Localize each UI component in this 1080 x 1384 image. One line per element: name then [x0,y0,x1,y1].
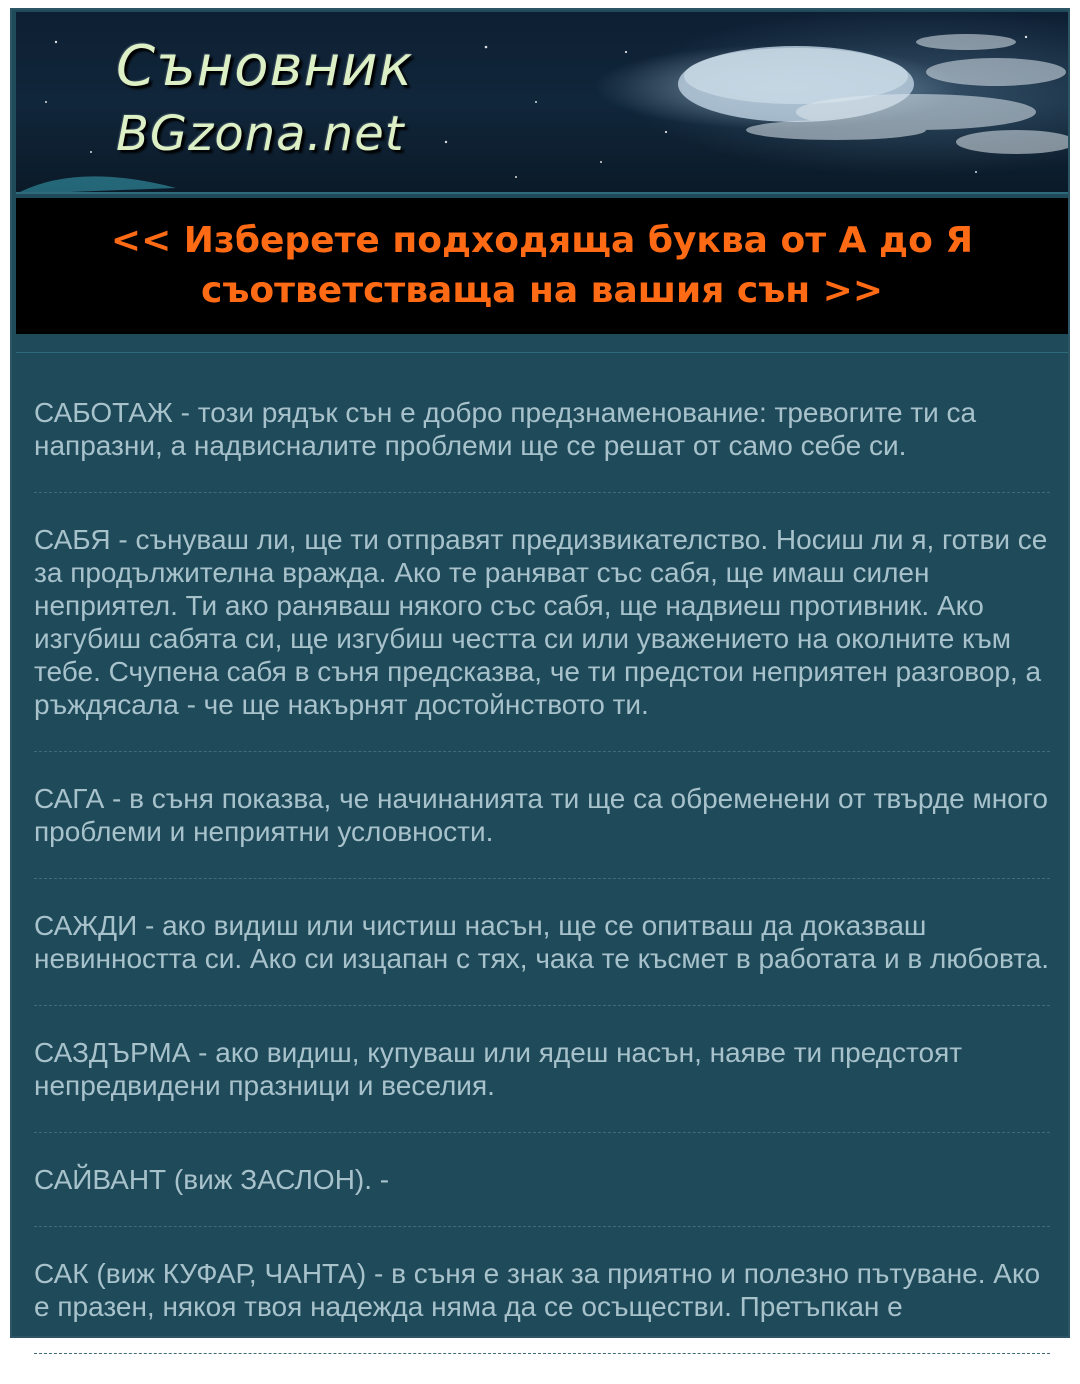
dream-entry: САК (виж КУФАР, ЧАНТА) - в съня е знак за приятно и полезно пътуване. Ако е празен, някоя твоя надежда няма да се осъществи. Претъпкан е [34,1257,1050,1354]
alphabet-selector-bar[interactable] [16,198,1068,334]
logo-title: Съновник [116,34,414,99]
dream-entry: САЖДИ - ако видиш или чистиш насън, ще се опитваш да доказваш невинността си. Ако си изцапан с тях, чака те късмет в работата и в любовта. [34,909,1050,1006]
dream-entry: САБОТАЖ - този рядък сън е добро предзнаменование: тревогите ти са напразни, а надвисналите проблеми ще се решат от само себе си. [34,396,1050,493]
logo-domain: BGzona.net [116,106,405,162]
dream-entry: САЗДЪРМА - ако видиш, купуваш или ядеш насън, наяве ти предстоят непредвидени празници и веселия. [34,1036,1050,1133]
dream-entry: САГА - в съня показва, че начинанията ти ще са обременени от твърде много проблеми и неприятни условности. [34,782,1050,879]
dream-entries-list [34,396,1050,1384]
alphabet-selector-label[interactable]: << Изберете подходяща буква от А до Я съответстваща на вашия сън >> [110,220,974,311]
site-banner[interactable] [16,12,1068,194]
dream-entry: САБЯ - сънуваш ли, ще ти отправят предизвикателство. Носиш ли я, готви се за продължителна вражда. Ако те раняват със сабя, ще имаш силен неприятел. Ти ако раняваш някого със сабя, ще надвиеш противник. Ако изгубиш сабята си, ще изгубиш честта си или уважението на околните към тебе. Счупена сабя в съня предсказва, че ти предстои неприятен разговор, а ръждясала - че ще накърнят достойнството ти. [34,523,1050,752]
page-frame [10,8,1070,1338]
dream-entry: САЙВАНТ (виж ЗАСЛОН). - [34,1163,1050,1227]
divider [16,352,1068,353]
